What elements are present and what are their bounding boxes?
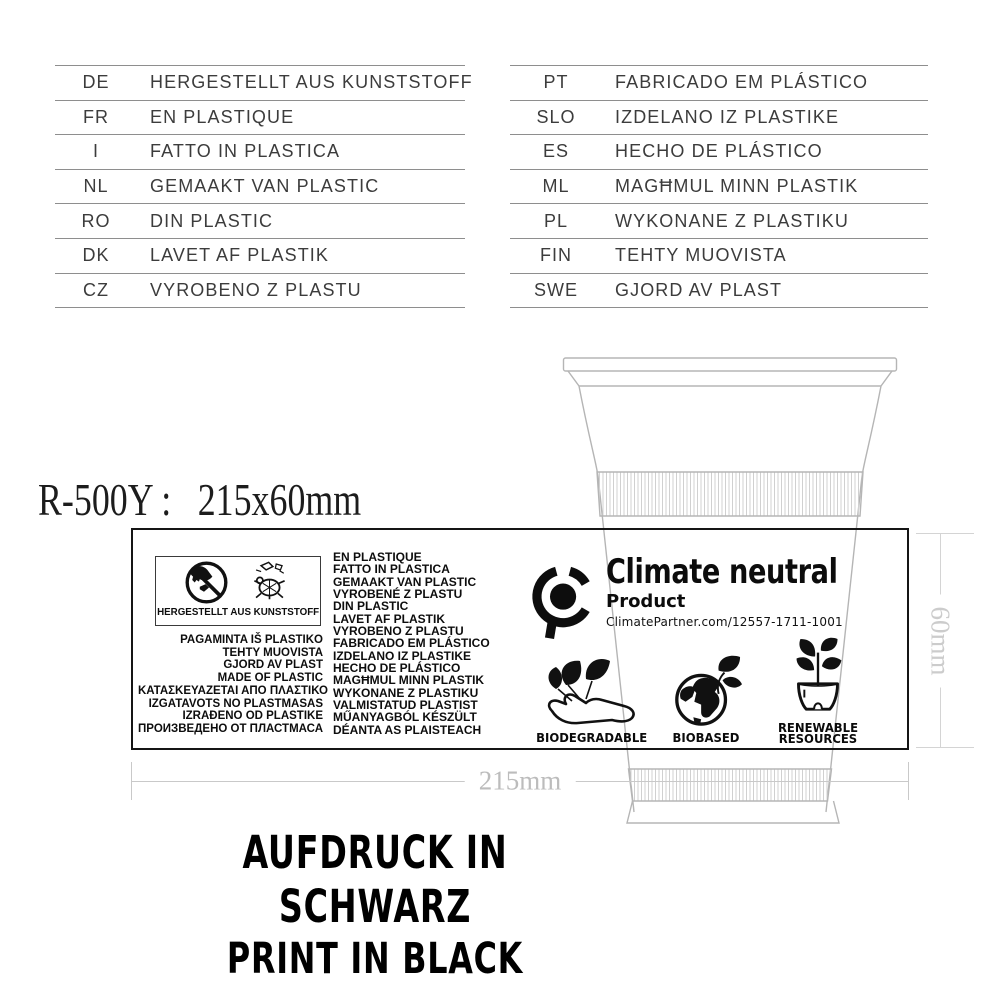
language-phrase: HERGESTELLT AUS KUNSTSTOFF (150, 72, 473, 93)
language-code: FIN (540, 245, 572, 266)
sea-turtle-icon (246, 559, 293, 606)
warning-icons (183, 559, 293, 606)
dimension-tick-right (908, 762, 909, 800)
language-row (55, 65, 473, 100)
print-note-german: AUFDRUCK IN SCHWARZ (242, 826, 508, 933)
language-phrase: DIN PLASTIC (150, 210, 274, 231)
language-phrase: LAVET AF PLASTIK (150, 245, 330, 266)
language-row (510, 203, 928, 238)
biobased-badge (643, 630, 769, 744)
climate-subtitle: Product (606, 591, 686, 612)
language-code: FR (83, 106, 109, 127)
translation-line: FABRICADO EM PLÁSTICO (333, 636, 490, 651)
language-code: I (92, 141, 99, 162)
language-code: DK (82, 245, 110, 266)
language-code: SLO (536, 106, 576, 127)
translation-line: VYROBENO Z PLASTU (333, 624, 464, 639)
print-label-artwork (131, 528, 909, 750)
language-row (510, 65, 928, 100)
print-note-english: PRINT IN BLACK (226, 934, 524, 984)
cup-collar (568, 371, 892, 386)
language-phrase: IZDELANO IZ PLASTIKE (615, 106, 840, 127)
warning-caption: HERGESTELLT AUS KUNSTSTOFF (156, 606, 320, 618)
translation-line: DÉANTA AS PLAISTEACH (333, 722, 482, 737)
globe-with-leaf-icon (667, 655, 745, 727)
hand-with-leaves-icon (542, 655, 642, 727)
climate-title: Climate neutral (606, 552, 838, 592)
cup-upper-ribbed-band (597, 472, 863, 516)
dimension-tick-top (916, 533, 974, 534)
language-row (510, 134, 928, 169)
translation-line: IZDELANO IZ PLASTIKE (333, 648, 471, 663)
language-code: RO (81, 210, 111, 231)
language-phrase: WYKONANE Z PLASTIKU (615, 210, 849, 231)
language-code: CZ (83, 279, 109, 300)
translation-line: EN PLASTIQUE (333, 550, 422, 564)
language-row (55, 134, 465, 169)
language-code: ML (542, 176, 570, 197)
translation-line: FATTO IN PLASTICA (333, 562, 450, 577)
width-dimension-label: 215mm (465, 766, 576, 797)
translation-line: LAVET AF PLASTIK (333, 611, 445, 626)
translation-line: IZRAĐENO OD PLASTIKE (182, 710, 323, 723)
translation-line: HECHO DE PLÁSTICO (333, 661, 461, 676)
dimension-tick-bottom (916, 747, 974, 748)
climate-text-block (606, 554, 906, 629)
badge-label: BIOBASED (672, 730, 740, 746)
renewable-resources-badge (755, 624, 881, 745)
language-phrase: EN PLASTIQUE (150, 106, 295, 127)
spec-size: 215x60mm (197, 474, 362, 525)
climate-partner-reference: ClimatePartner.com/12557-1711-1001 (606, 615, 843, 629)
biodegradable-badge (525, 630, 659, 744)
translation-line: IZGATAVOTS NO PLASTMASAS (148, 697, 323, 710)
translation-line: PAGAMINTA IŠ PLASTIKO (180, 634, 323, 646)
language-row (510, 169, 928, 204)
language-table-right (510, 65, 928, 308)
badge-label: BIODEGRADABLE (536, 730, 648, 746)
language-row (510, 100, 928, 135)
print-color-note (105, 826, 645, 984)
language-code: PL (543, 210, 569, 231)
spec-line (38, 476, 361, 524)
translation-line: MŰANYAGBÓL KÉSZÜLT (333, 710, 477, 725)
translation-line: DIN PLASTIC (333, 599, 409, 614)
language-code: ES (542, 141, 569, 162)
language-row (55, 238, 465, 273)
no-littering-box (155, 556, 321, 626)
language-row (510, 238, 928, 273)
language-phrase: GJORD AV PLAST (615, 279, 783, 300)
language-phrase: HECHO DE PLÁSTICO (615, 141, 823, 162)
translation-line: MAGĦMUL MINN PLASTIK (333, 673, 485, 688)
translations-right-aligned-column (138, 634, 328, 736)
width-dimension (131, 762, 909, 800)
language-row (55, 169, 465, 204)
badge-label: RENEWABLE RESOURCES (777, 719, 859, 747)
translation-line: WYKONANE Z PLASTIKU (333, 685, 479, 700)
translations-center-column (333, 551, 528, 736)
language-code: PT (543, 72, 569, 93)
dimension-tick-left (131, 762, 132, 800)
language-phrase: VYROBENO Z PLASTU (150, 279, 362, 300)
language-phrase: TEHTY MUOVISTA (615, 245, 787, 266)
translation-line: TEHTY MUOVISTA (222, 646, 323, 659)
language-phrase: GEMAAKT VAN PLASTIC (150, 176, 380, 197)
translation-line: ΚΑΤΑΣΚΕΥΑΖΕΤΑΙ ΑΠΟ ΠΛΑΣΤΙΚΟ (138, 684, 328, 697)
language-code: SWE (533, 279, 578, 300)
language-table-left (55, 65, 473, 308)
language-phrase: FATTO IN PLASTICA (150, 141, 341, 162)
translation-line: ПРОИЗВЕДЕНО ОТ ПЛАСТМАСА (138, 722, 323, 735)
translation-line: VYROBENÉ Z PLASTU (333, 587, 463, 602)
language-row (55, 273, 465, 308)
plant-in-pot-icon (786, 637, 850, 717)
height-dimension (916, 533, 974, 748)
language-row (55, 100, 465, 135)
language-row (55, 203, 465, 238)
language-row (510, 273, 928, 308)
cup-rim (564, 358, 897, 371)
cup-base (627, 801, 839, 823)
translation-line: MADE OF PLASTIC (217, 672, 323, 685)
translation-line: VALMISTATUD PLASTIST (333, 698, 478, 713)
language-code: NL (83, 176, 109, 197)
translation-line: GEMAAKT VAN PLASTIC (333, 574, 477, 589)
translation-line: GJORD AV PLAST (223, 659, 323, 672)
language-phrase: MAGĦMUL MINN PLASTIK (615, 176, 859, 197)
spec-model: R-500Y : (38, 474, 172, 525)
no-littering-icon (183, 559, 230, 606)
language-code: DE (82, 72, 110, 93)
language-phrase: FABRICADO EM PLÁSTICO (615, 72, 869, 93)
height-dimension-label: 60mm (925, 594, 956, 687)
